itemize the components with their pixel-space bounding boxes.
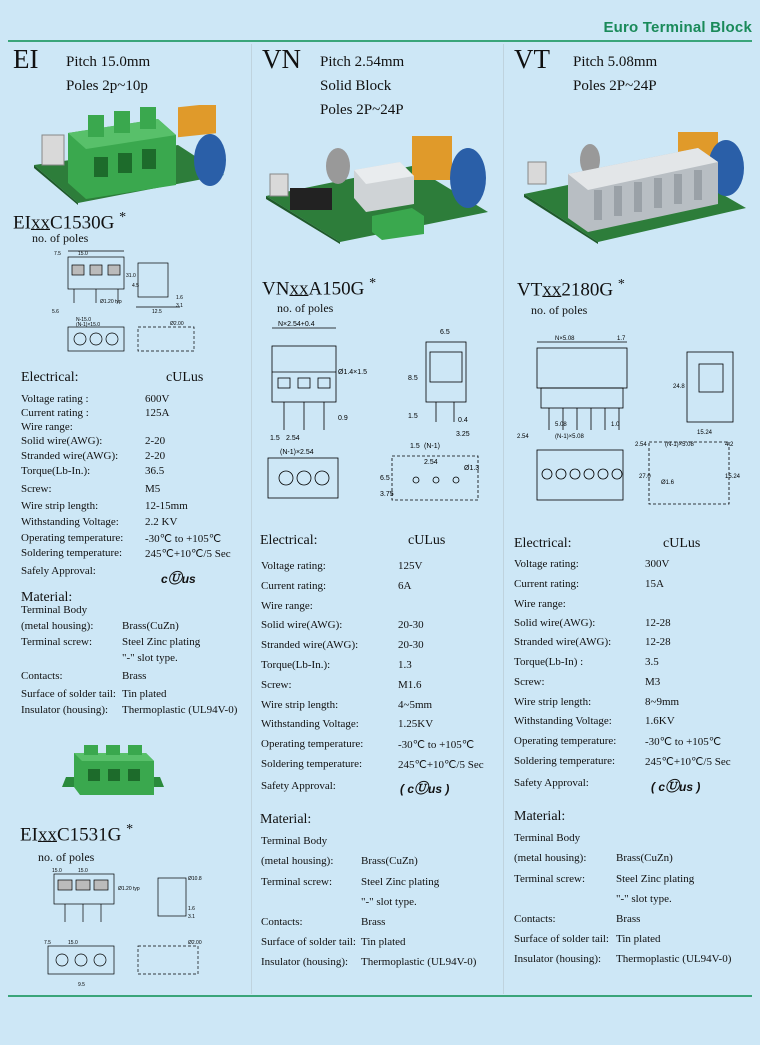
- series-info-ei: [66, 50, 150, 98]
- spec-label: Screw:: [21, 483, 52, 495]
- dim-label: 5.6: [52, 309, 59, 315]
- dim-label: 15.0: [78, 868, 88, 874]
- spec-label: Voltage rating :: [21, 393, 89, 405]
- spec-value: 2.2 KV: [145, 516, 178, 528]
- spec-value: 600V: [145, 393, 170, 405]
- model-number-ei-2: EIxxC1531G *: [20, 822, 134, 846]
- material-heading: Material:: [260, 812, 312, 827]
- dim-label: 1.7: [617, 336, 626, 342]
- spec-label: Stranded wire(AWG):: [21, 450, 119, 462]
- info-line: Poles 2p~10p: [66, 78, 148, 94]
- dim-label: 3.1: [176, 303, 183, 309]
- dim-label: 15.24: [697, 430, 713, 436]
- spec-value: 125V: [398, 560, 423, 572]
- dim-label: 7.5: [54, 251, 61, 257]
- spec-value: 15A: [645, 578, 664, 590]
- dim-label: 0.9: [338, 415, 348, 422]
- material-label: Terminal screw:: [21, 636, 93, 648]
- material-label: Terminal Body: [21, 604, 88, 616]
- dim-label: 1.5: [408, 413, 418, 420]
- page-title: Euro Terminal Block: [603, 19, 752, 36]
- spec-label: Safely Approval:: [21, 565, 96, 577]
- spec-value: 8~9mm: [645, 696, 680, 708]
- dim-label: 0.4: [458, 417, 468, 424]
- info-line: Pitch 5.08mm: [573, 54, 658, 70]
- series-code-vt: VT: [514, 44, 550, 74]
- material-label: (metal housing):: [514, 852, 587, 864]
- model-sub-vt: no. of poles: [531, 303, 588, 317]
- dim-label: Ø1.3: [464, 465, 480, 472]
- dim-label: 15.0: [52, 868, 62, 874]
- material-value: Thermoplastic (UL94V-0): [616, 953, 732, 965]
- material-label: (metal housing):: [21, 620, 94, 632]
- top-divider: [8, 40, 752, 42]
- spec-value: M3: [645, 676, 661, 688]
- material-label: Terminal screw:: [261, 876, 333, 888]
- spec-value: 1.3: [398, 659, 412, 671]
- electrical-heading: Electrical:: [260, 533, 318, 548]
- spec-value: -30℃ to +105℃: [398, 739, 475, 751]
- spec-label: Wire range:: [261, 600, 313, 612]
- series-info-vn: [320, 50, 404, 122]
- spec-label: Wire strip length:: [514, 696, 592, 708]
- dim-label: 9.5: [78, 982, 85, 988]
- bottom-divider: [8, 995, 752, 997]
- electrical-heading: Electrical:: [21, 370, 79, 385]
- info-line: Poles 2P~24P: [320, 102, 404, 118]
- model-sub-ei-2: no. of poles: [38, 850, 95, 864]
- material-value: Brass(CuZn): [361, 855, 418, 867]
- column-divider: [503, 44, 504, 994]
- series-code-vn: VN: [262, 44, 301, 74]
- ul-logo-icon: cⓊus: [161, 570, 196, 586]
- material-value: Tin plated: [361, 936, 406, 948]
- material-value: Brass(CuZn): [616, 852, 673, 864]
- material-label: Terminal screw:: [514, 873, 586, 885]
- cert-label: cULus: [166, 370, 204, 385]
- material-value: Thermoplastic (UL94V-0): [122, 704, 238, 716]
- info-line: Pitch 2.54mm: [320, 54, 405, 70]
- spec-label: Screw:: [261, 679, 292, 691]
- spec-value: M1.6: [398, 679, 422, 691]
- material-heading: Material:: [21, 590, 73, 605]
- info-line: Solid Block: [320, 78, 392, 94]
- spec-value: 12-28: [645, 636, 671, 648]
- spec-label: Wire strip length:: [261, 699, 339, 711]
- spec-label: Operating temperature:: [514, 735, 617, 747]
- spec-label: Operating temperature:: [261, 738, 364, 750]
- spec-label: Soldering temperature:: [21, 547, 123, 559]
- spec-value: 300V: [645, 558, 670, 570]
- dim-label: 1.6: [188, 906, 195, 912]
- material-heading: Material:: [514, 809, 566, 824]
- dim-label: 2.54: [286, 435, 300, 442]
- spec-label: Soldering temperature:: [514, 755, 616, 767]
- spec-value: -30℃ to +105℃: [145, 533, 222, 545]
- electrical-heading: Electrical:: [514, 536, 572, 551]
- spec-label: Solid wire(AWG):: [21, 435, 103, 447]
- dim-label: Ø1.4×1.5: [338, 369, 367, 376]
- dim-label: Ø1.20 typ: [100, 299, 122, 305]
- info-line: Poles 2P~24P: [573, 78, 657, 94]
- spec-label: Wire range:: [21, 421, 73, 433]
- dim-label: 3.1: [188, 914, 195, 920]
- dim-label: N×2.54+0.4: [278, 321, 315, 328]
- dim-label: (N-1)×2.54: [280, 449, 314, 456]
- spec-label: Stranded wire(AWG):: [261, 639, 359, 651]
- dim-label: N×5.08: [555, 336, 575, 342]
- material-value: "-" slot type.: [616, 893, 672, 905]
- spec-value: 245℃+10℃/5 Sec: [145, 548, 231, 560]
- material-value: "-" slot type.: [122, 652, 178, 664]
- spec-label: Current rating:: [514, 578, 580, 590]
- spec-label: Safety Approval:: [261, 780, 336, 792]
- material-value: Brass: [616, 913, 641, 925]
- model-sub-ei: no. of poles: [32, 231, 89, 245]
- dim-label: 15.24: [725, 474, 741, 480]
- dim-label: N-15.0: [76, 317, 92, 323]
- spec-label: Current rating:: [261, 580, 327, 592]
- material-label: (metal housing):: [261, 855, 334, 867]
- model-number-vt: VTxx2180G *: [517, 277, 625, 301]
- dim-label: Ø2.00: [188, 940, 202, 946]
- spec-label: Soldering temperature:: [261, 758, 363, 770]
- model-number-ei-1: EIxxC1530G *: [13, 210, 127, 234]
- spec-label: Wire strip length:: [21, 500, 99, 512]
- material-label: Insulator (housing):: [514, 953, 602, 965]
- dim-label: 3.75: [380, 491, 394, 498]
- material-label: Surface of solder tail:: [514, 933, 609, 945]
- material-label: Contacts:: [514, 913, 556, 925]
- material-value: Tin plated: [122, 688, 167, 700]
- model-number-vn: VNxxA150G *: [262, 276, 377, 300]
- dim-label: (N-1)×15.0: [76, 322, 101, 328]
- series-info-vt: [573, 50, 657, 98]
- dim-label: Ø1.6: [661, 480, 675, 486]
- spec-label: Voltage rating:: [261, 560, 326, 572]
- dim-label: 27.0: [639, 474, 651, 480]
- dim-label: 15.0: [68, 940, 78, 946]
- material-label: Contacts:: [261, 916, 303, 928]
- spec-label: Withstanding Voltage:: [514, 715, 612, 727]
- material-label: Surface of solder tail:: [21, 688, 116, 700]
- series-code-ei: EI: [13, 44, 39, 74]
- ul-logo-icon: ( cⓊus ): [651, 778, 701, 794]
- spec-value: 1.25KV: [398, 718, 434, 730]
- spec-value: 6A: [398, 580, 412, 592]
- cert-label: cULus: [408, 533, 446, 548]
- dim-label: 6.5: [440, 329, 450, 336]
- spec-label: Torque(Lb-In.):: [21, 465, 91, 477]
- spec-value: 1.6KV: [645, 715, 675, 727]
- material-value: Thermoplastic (UL94V-0): [361, 956, 477, 968]
- spec-value: 2-20: [145, 435, 166, 447]
- dim-label: 4.2: [725, 442, 734, 448]
- spec-value: 4~5mm: [398, 699, 433, 711]
- dim-label: 4.5: [132, 283, 139, 289]
- material-value: Brass: [361, 916, 386, 928]
- ul-logo-icon: ( cⓊus ): [400, 780, 450, 796]
- dim-label: 8.5: [408, 375, 418, 382]
- spec-label: Wire range:: [514, 598, 566, 610]
- dim-label: 15.0: [78, 251, 88, 257]
- dim-label: 6.5: [380, 475, 390, 482]
- spec-value: 245℃+10℃/5 Sec: [398, 759, 484, 771]
- spec-value: 20-30: [398, 619, 424, 631]
- dim-label: (N-1)×5.08: [555, 434, 584, 440]
- spec-label: Safety Approval:: [514, 777, 589, 789]
- spec-value: 36.5: [145, 465, 165, 477]
- vn-product-photo: [262, 126, 490, 244]
- dim-label: 2.54: [517, 434, 529, 440]
- dim-label: 5.08: [555, 422, 567, 428]
- dim-label: 12.5: [152, 309, 162, 315]
- spec-value: 20-30: [398, 639, 424, 651]
- dim-label: 2.54: [424, 459, 438, 466]
- spec-value: 12-28: [645, 617, 671, 629]
- spec-label: Solid wire(AWG):: [261, 619, 343, 631]
- dim-label: 24.8: [673, 384, 685, 390]
- spec-label: Withstanding Voltage:: [261, 718, 359, 730]
- material-label: Contacts:: [21, 670, 63, 682]
- dim-label: 1.0: [611, 422, 620, 428]
- dim-label: (N-1): [424, 443, 440, 450]
- spec-label: Operating temperature:: [21, 532, 124, 544]
- spec-label: Withstanding Voltage:: [21, 516, 119, 528]
- spec-label: Torque(Lb-In.):: [261, 659, 331, 671]
- ei-dimension-drawing: [40, 247, 210, 365]
- material-value: "-" slot type.: [361, 896, 417, 908]
- material-value: Tin plated: [616, 933, 661, 945]
- dim-label: 3.25: [456, 431, 470, 438]
- material-label: Surface of solder tail:: [261, 936, 356, 948]
- cert-label: cULus: [663, 536, 701, 551]
- dim-label: (N-1)×5.08: [665, 442, 694, 448]
- spec-value: M5: [145, 483, 161, 495]
- spec-label: Solid wire(AWG):: [514, 617, 596, 629]
- vt-product-photo: [520, 128, 748, 246]
- dim-label: 1.5: [410, 443, 420, 450]
- spec-value: 2-20: [145, 450, 166, 462]
- spec-value: 3.5: [645, 656, 659, 668]
- material-value: Steel Zinc plating: [616, 873, 695, 885]
- vn-dimension-drawing: [258, 318, 488, 518]
- spec-value: -30℃ to +105℃: [645, 736, 722, 748]
- material-label: Insulator (housing):: [21, 704, 109, 716]
- vt-dimension-drawing: [515, 334, 745, 520]
- spec-label: Stranded wire(AWG):: [514, 636, 612, 648]
- material-label: Terminal Body: [261, 835, 328, 847]
- spec-label: Torque(Lb-In) :: [514, 656, 584, 668]
- spec-label: Current rating :: [21, 407, 89, 419]
- material-value: Brass: [122, 670, 147, 682]
- dim-label: Ø2.00: [170, 321, 184, 327]
- ei-product-photo: [28, 105, 228, 205]
- material-label: Terminal Body: [514, 832, 581, 844]
- material-value: Brass(CuZn): [122, 620, 179, 632]
- material-label: Insulator (housing):: [261, 956, 349, 968]
- info-line: Pitch 15.0mm: [66, 54, 151, 70]
- ei-c1531-product-photo: [60, 743, 170, 805]
- material-value: Steel Zinc plating: [122, 636, 201, 648]
- dim-label: Ø10.8: [188, 876, 202, 882]
- ei-c1531-dimension-drawing: [38, 866, 224, 990]
- dim-label: 2.54: [635, 442, 647, 448]
- dim-label: 7.5: [44, 940, 51, 946]
- spec-label: Screw:: [514, 676, 545, 688]
- column-divider: [251, 44, 252, 994]
- dim-label: Ø1.20 typ: [118, 886, 140, 892]
- spec-value: 125A: [145, 407, 170, 419]
- dim-label: 1.6: [176, 295, 183, 301]
- model-sub-vn: no. of poles: [277, 301, 334, 315]
- spec-label: Voltage rating:: [514, 558, 579, 570]
- spec-value: 12-15mm: [145, 500, 188, 512]
- spec-value: 245℃+10℃/5 Sec: [645, 756, 731, 768]
- dim-label: 1.5: [270, 435, 280, 442]
- material-value: Steel Zinc plating: [361, 876, 440, 888]
- dim-label: 31.0: [126, 273, 136, 279]
